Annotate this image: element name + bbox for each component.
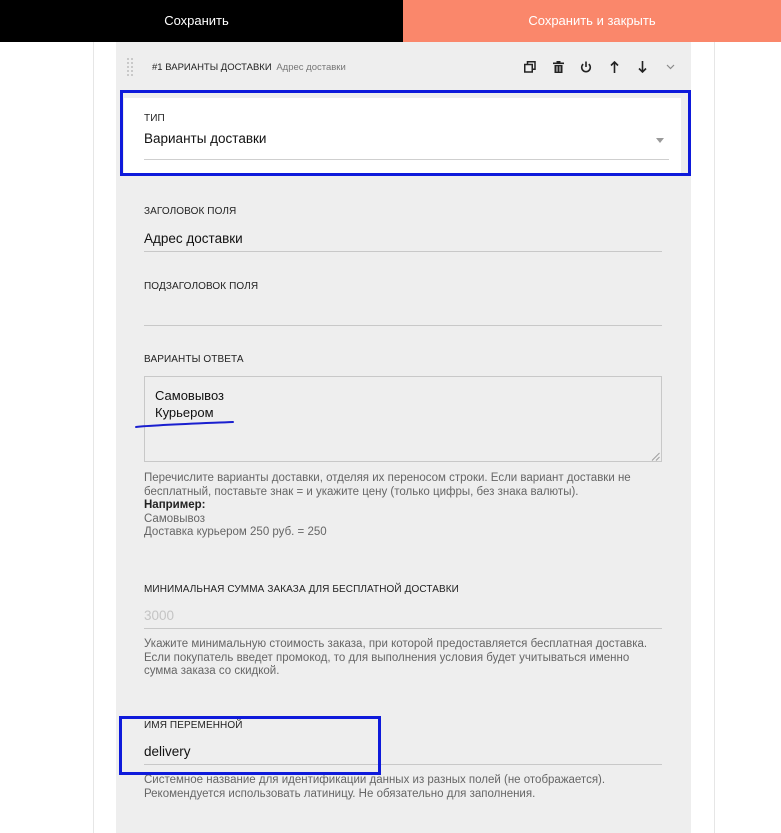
field-title-label: ЗАГОЛОВОК ПОЛЯ — [144, 206, 237, 217]
answer-options-hint-text: Перечислите варианты доставки, отделяя их переносом строки. Если вариант доставки не бесплатный, поставьте знак = и укажите цену (только цифры, без знака валюты). — [144, 472, 631, 498]
min-order-sum-hint: Укажите минимальную стоимость заказа, при которой предоставляется бесплатная доставка. Если покупатель введет промокод, то для выполнения условия будет учитываться именно сумма заказа со скидкой. — [144, 638, 648, 677]
field-item-header — [116, 52, 691, 82]
field-item-title[interactable] — [152, 62, 346, 73]
field-subtitle-input[interactable] — [144, 300, 662, 326]
power-icon[interactable] — [572, 55, 600, 79]
select-caret-icon[interactable] — [656, 138, 664, 143]
arrow-down-icon[interactable] — [628, 55, 656, 79]
save-button[interactable]: Сохранить — [0, 0, 403, 42]
field-subtitle-label: ПОДЗАГОЛОВОК ПОЛЯ — [144, 281, 259, 292]
answer-options-label: ВАРИАНТЫ ОТВЕТА — [144, 354, 244, 365]
field-item-subtitle: Адрес доставки — [276, 62, 346, 73]
example-line-2: Доставка курьером 250 руб. = 250 — [144, 526, 327, 538]
type-label: ТИП — [144, 113, 165, 124]
answer-options-textarea[interactable] — [144, 376, 662, 462]
field-title-input[interactable] — [144, 226, 662, 252]
top-toolbar — [0, 0, 781, 42]
chevron-down-icon[interactable] — [656, 55, 684, 79]
type-select[interactable] — [124, 98, 681, 174]
page-divider-left — [93, 42, 94, 833]
page-divider-right — [714, 42, 715, 833]
min-order-sum-input[interactable] — [144, 602, 662, 629]
field-item-tools — [516, 55, 684, 79]
duplicate-icon[interactable] — [516, 55, 544, 79]
min-order-sum-label: МИНИМАЛЬНАЯ СУММА ЗАКАЗА ДЛЯ БЕСПЛАТНОЙ ДОСТАВКИ — [144, 584, 459, 595]
form-field-panel — [116, 42, 691, 833]
variable-name-hint: Системное название для идентификации данных из разных полей (не отображается). Рекомендуется использовать латиницу. Не обязательно для заполнения. — [144, 774, 606, 800]
trash-icon[interactable] — [544, 55, 572, 79]
type-select-value[interactable]: Варианты доставки — [144, 131, 267, 146]
drag-handle-icon[interactable] — [127, 58, 135, 76]
example-title: Например: — [144, 499, 206, 511]
answer-options-hint — [144, 472, 669, 540]
variable-name-label: ИМЯ ПЕРЕМЕННОЙ — [144, 720, 243, 731]
save-and-close-button[interactable]: Сохранить и закрыть — [403, 0, 781, 42]
example-line-1: Самовывоз — [144, 512, 206, 525]
field-item-type-title: #1 ВАРИАНТЫ ДОСТАВКИ — [152, 62, 272, 73]
arrow-up-icon[interactable] — [600, 55, 628, 79]
type-select-underline — [144, 159, 669, 160]
variable-name-input[interactable] — [144, 738, 662, 765]
